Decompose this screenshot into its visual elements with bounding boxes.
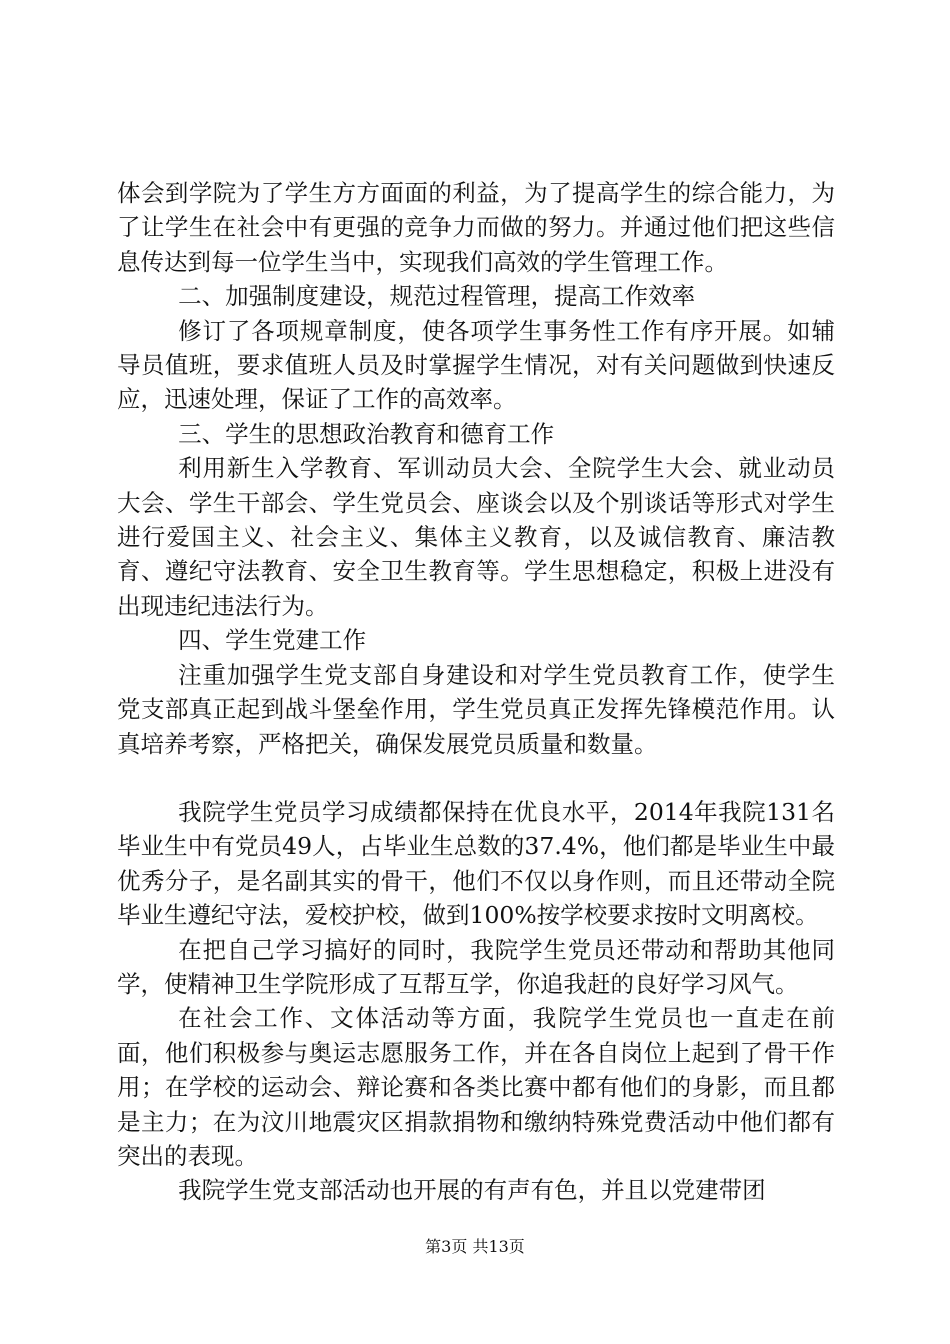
section-heading-2: 二、加强制度建设，规范过程管理，提高工作效率 bbox=[178, 282, 696, 311]
paragraph: 注重加强学生党支部自身建设和对学生党员教育工作，使学生党支部真正起到战斗堡垒作用，学生党员真正发挥先锋模范作用。认真培养考察，严格把关，确保发展党员质量和数量。 bbox=[117, 660, 835, 758]
paragraph: 我院学生党员学习成绩都保持在优良水平，2014年我院131名毕业生中有党员49人，占毕业生总数的37.4%，他们都是毕业生中最优秀分子，是名副其实的骨干，他们不仅以身作则，而且还带动全院毕业生遵纪守法，爱校护校，做到100%按学校要求按时文明离校。 bbox=[117, 797, 835, 930]
paragraph: 我院学生党支部活动也开展的有声有色，并且以党建带团 bbox=[178, 1176, 766, 1205]
paragraph: 在把自己学习搞好的同时，我院学生党员还带动和帮助其他同学，使精神卫生学院形成了互帮互学，你追我赶的良好学习风气。 bbox=[117, 935, 835, 998]
page-footer: 第3页 共13页 bbox=[425, 1237, 525, 1256]
paragraph: 在社会工作、文体活动等方面，我院学生党员也一直走在前面，他们积极参与奥运志愿服务工作，并在各自岗位上起到了骨干作用；在学校的运动会、辩论赛和各类比赛中都有他们的身影，而且都是主力；在为汶川地震灾区捐款捐物和缴纳特殊党费活动中他们都有突出的表现。 bbox=[117, 1004, 835, 1170]
section-heading-4: 四、学生党建工作 bbox=[178, 626, 367, 655]
paragraph: 利用新生入学教育、军训动员大会、全院学生大会、就业动员大会、学生干部会、学生党员会、座谈会以及个别谈话等形式对学生进行爱国主义、社会主义、集体主义教育，以及诚信教育、廉洁教育、遵纪守法教育、安全卫生教育等。学生思想稳定，积极上进没有出现违纪违法行为。 bbox=[117, 454, 835, 620]
document-body bbox=[117, 176, 835, 1208]
section-heading-3: 三、学生的思想政治教育和德育工作 bbox=[178, 419, 555, 448]
paragraph-continuation: 体会到学院为了学生方方面面的利益，为了提高学生的综合能力，为了让学生在社会中有更强的竞争力而做的努力。并通过他们把这些信息传达到每一位学生当中，实现我们高效的学生管理工作。 bbox=[117, 179, 835, 276]
paragraph: 修订了各项规章制度，使各项学生事务性工作有序开展。如辅导员值班，要求值班人员及时掌握学生情况，对有关问题做到快速反应，迅速处理，保证了工作的高效率。 bbox=[117, 316, 835, 414]
